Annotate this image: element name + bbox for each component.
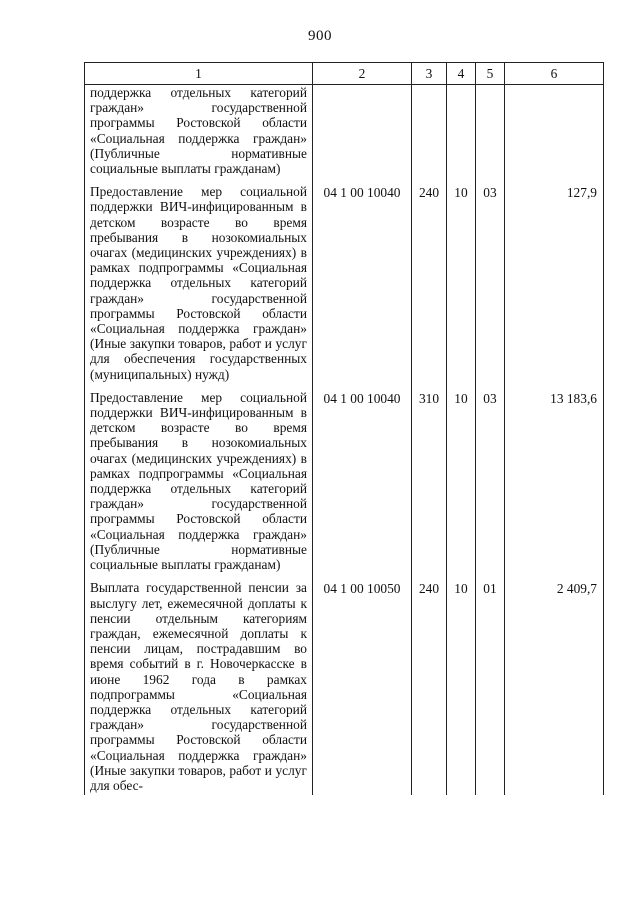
budget-table: [84, 62, 604, 795]
row-subsection: [476, 85, 505, 179]
row-subsection: 03: [476, 184, 505, 384]
table-body: [85, 85, 604, 796]
row-section: 10: [447, 390, 476, 574]
row-description: Предоставление мер социальной поддержки ВИЧ-инфицированным в детском возрасте во время пребывания в нозокомиальных очагах (медицинских учреждениях) в рамках подпрограммы «Социальная поддержка отдельных категорий граждан» государственной программы Ростовской области «Социальная поддержка граждан» (Иные закупки товаров, работ и услуг для обеспечения государственных (муниципальных) нужд): [85, 184, 313, 384]
row-expense-type: [412, 85, 447, 179]
page-number: 900: [308, 28, 332, 44]
table-row: [85, 85, 604, 179]
table-row: [85, 580, 604, 795]
row-section: 10: [447, 184, 476, 384]
row-expense-type: 240: [412, 580, 447, 795]
row-expense-type: 240: [412, 184, 447, 384]
row-amount: [505, 85, 604, 179]
row-expense-type: 310: [412, 390, 447, 574]
row-description: Выплата государственной пенсии за выслугу лет, ежемесячной доплаты к пенсии отдельным категориям граждан, ежемесячной доплаты к пенсии лицам, пострадавшим во время событий в г. Новочеркасске в июне 1962 года в рамках подпрограммы «Социальная поддержка отдельных категорий граждан» государственной программы Ростовской области «Социальная поддержка граждан» (Иные закупки товаров, работ и услуг для обес-: [85, 580, 313, 795]
row-target-code: 04 1 00 10050: [313, 580, 412, 795]
header-col-2: 2: [313, 63, 412, 85]
table-row: [85, 184, 604, 384]
table-row: [85, 390, 604, 574]
header-col-1: 1: [85, 63, 313, 85]
header-col-3: 3: [412, 63, 447, 85]
header-col-4: 4: [447, 63, 476, 85]
header-col-5: 5: [476, 63, 505, 85]
row-subsection: 03: [476, 390, 505, 574]
row-description: поддержка отдельных категорий граждан» государственной программы Ростовской области «Социальная поддержка граждан» (Публичные нормативные социальные выплаты гражданам): [85, 85, 313, 179]
row-target-code: 04 1 00 10040: [313, 184, 412, 384]
row-amount: 13 183,6: [505, 390, 604, 574]
row-amount: 127,9: [505, 184, 604, 384]
header-row: [85, 63, 604, 85]
row-target-code: [313, 85, 412, 179]
row-section: 10: [447, 580, 476, 795]
header-col-6: 6: [505, 63, 604, 85]
row-description: Предоставление мер социальной поддержки ВИЧ-инфицированным в детском возрасте во время пребывания в нозокомиальных очагах (медицинских учреждениях) в рамках подпрограммы «Социальная поддержка отдельных категорий граждан» государственной программы Ростовской области «Социальная поддержка граждан» (Публичные нормативные социальные выплаты гражданам): [85, 390, 313, 574]
row-section: [447, 85, 476, 179]
row-subsection: 01: [476, 580, 505, 795]
row-target-code: 04 1 00 10040: [313, 390, 412, 574]
row-amount: 2 409,7: [505, 580, 604, 795]
table-header: [85, 63, 604, 85]
